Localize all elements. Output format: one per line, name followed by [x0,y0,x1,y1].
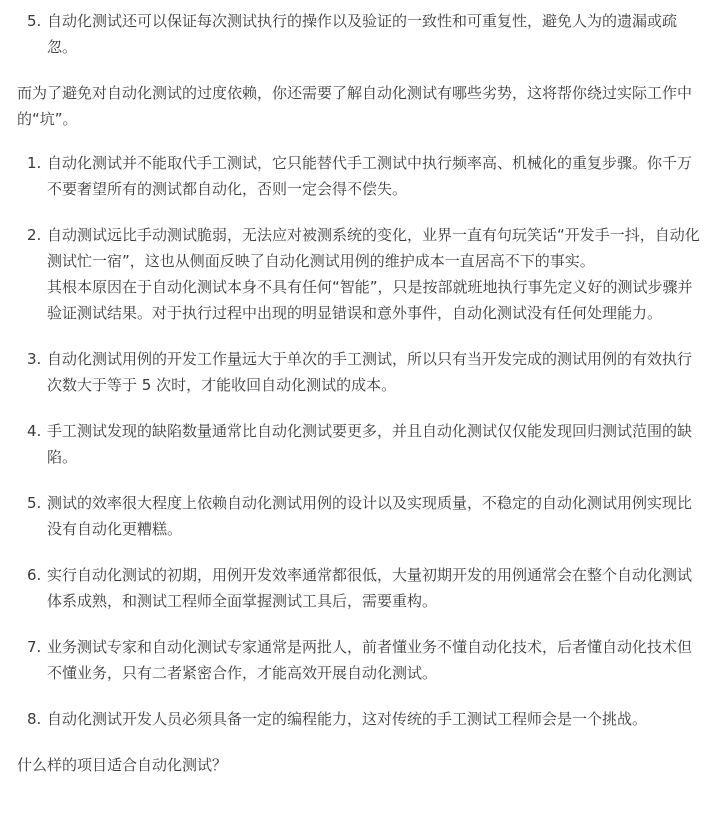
list-item-text: 手工测试发现的缺陷数量通常比自动化测试要更多，并且自动化测试仅仅能发现回归测试范围的缺陷。 [47,422,693,466]
list-item [17,706,703,732]
list-item-text: 自动化测试还可以保证每次测试执行的操作以及验证的一致性和可重复性，避免人为的遗漏或疏忽。 [47,12,678,56]
list-item-text-continued: 其根本原因在于自动化测试本身不具有任何“智能”，只是按部就班地执行事先定义好的测试步骤并验证测试结果。对于执行过程中出现的明显错误和意外事件，自动化测试没有任何处理能力。 [47,278,693,322]
list-item [17,490,703,542]
list-item [17,634,703,686]
list-item-number: 6. [27,566,42,584]
list-item [17,418,703,470]
list-item-number: 8. [27,710,42,728]
list-item-text: 自动测试远比手动测试脆弱，无法应对被测系统的变化，业界一直有句玩笑话“开发手一抖，自动化测试忙一宿”，这也从侧面反映了自动化测试用例的维护成本一直居高不下的事实。 [47,226,700,270]
list-item-text: 自动化测试用例的开发工作量远大于单次的手工测试，所以只有当开发完成的测试用例的有效执行次数大于等于 5 次时，才能收回自动化测试的成本。 [47,350,693,394]
disadvantages-list [17,150,703,732]
list-item-number: 5. [27,494,42,512]
list-item-number: 2. [27,226,42,244]
paragraph-question: 什么样的项目适合自动化测试？ [17,756,228,774]
list-item [17,346,703,398]
list-item-text: 自动化测试开发人员必须具备一定的编程能力，这对传统的手工测试工程师会是一个挑战。 [47,710,648,728]
advantages-list-tail [17,8,703,60]
list-item [17,222,703,326]
list-item-text: 测试的效率很大程度上依赖自动化测试用例的设计以及实现质量，不稳定的自动化测试用例实现比没有自动化更糟糕。 [47,494,693,538]
list-item [17,562,703,614]
list-item-text: 实行自动化测试的初期，用例开发效率通常都很低，大量初期开发的用例通常会在整个自动化测试体系成熟，和测试工程师全面掌握测试工具后，需要重构。 [47,566,693,610]
list-item-number: 3. [27,350,42,368]
list-item-number: 7. [27,638,42,656]
list-item-text: 业务测试专家和自动化测试专家通常是两批人，前者懂业务不懂自动化技术，后者懂自动化技术但不懂业务，只有二者紧密合作，才能高效开展自动化测试。 [47,638,693,682]
list-item-number: 5. [27,12,42,30]
list-item-number: 1. [27,154,42,172]
paragraph-disadvantages-intro: 而为了避免对自动化测试的过度依赖，你还需要了解自动化测试有哪些劣势，这将帮你绕过实际工作中的“坑”。 [17,84,693,128]
list-item-text: 自动化测试并不能取代手工测试，它只能替代手工测试中执行频率高、机械化的重复步骤。你千万不要奢望所有的测试都自动化，否则一定会得不偿失。 [47,154,693,198]
list-item [17,8,703,60]
list-item [17,150,703,202]
list-item-number: 4. [27,422,42,440]
